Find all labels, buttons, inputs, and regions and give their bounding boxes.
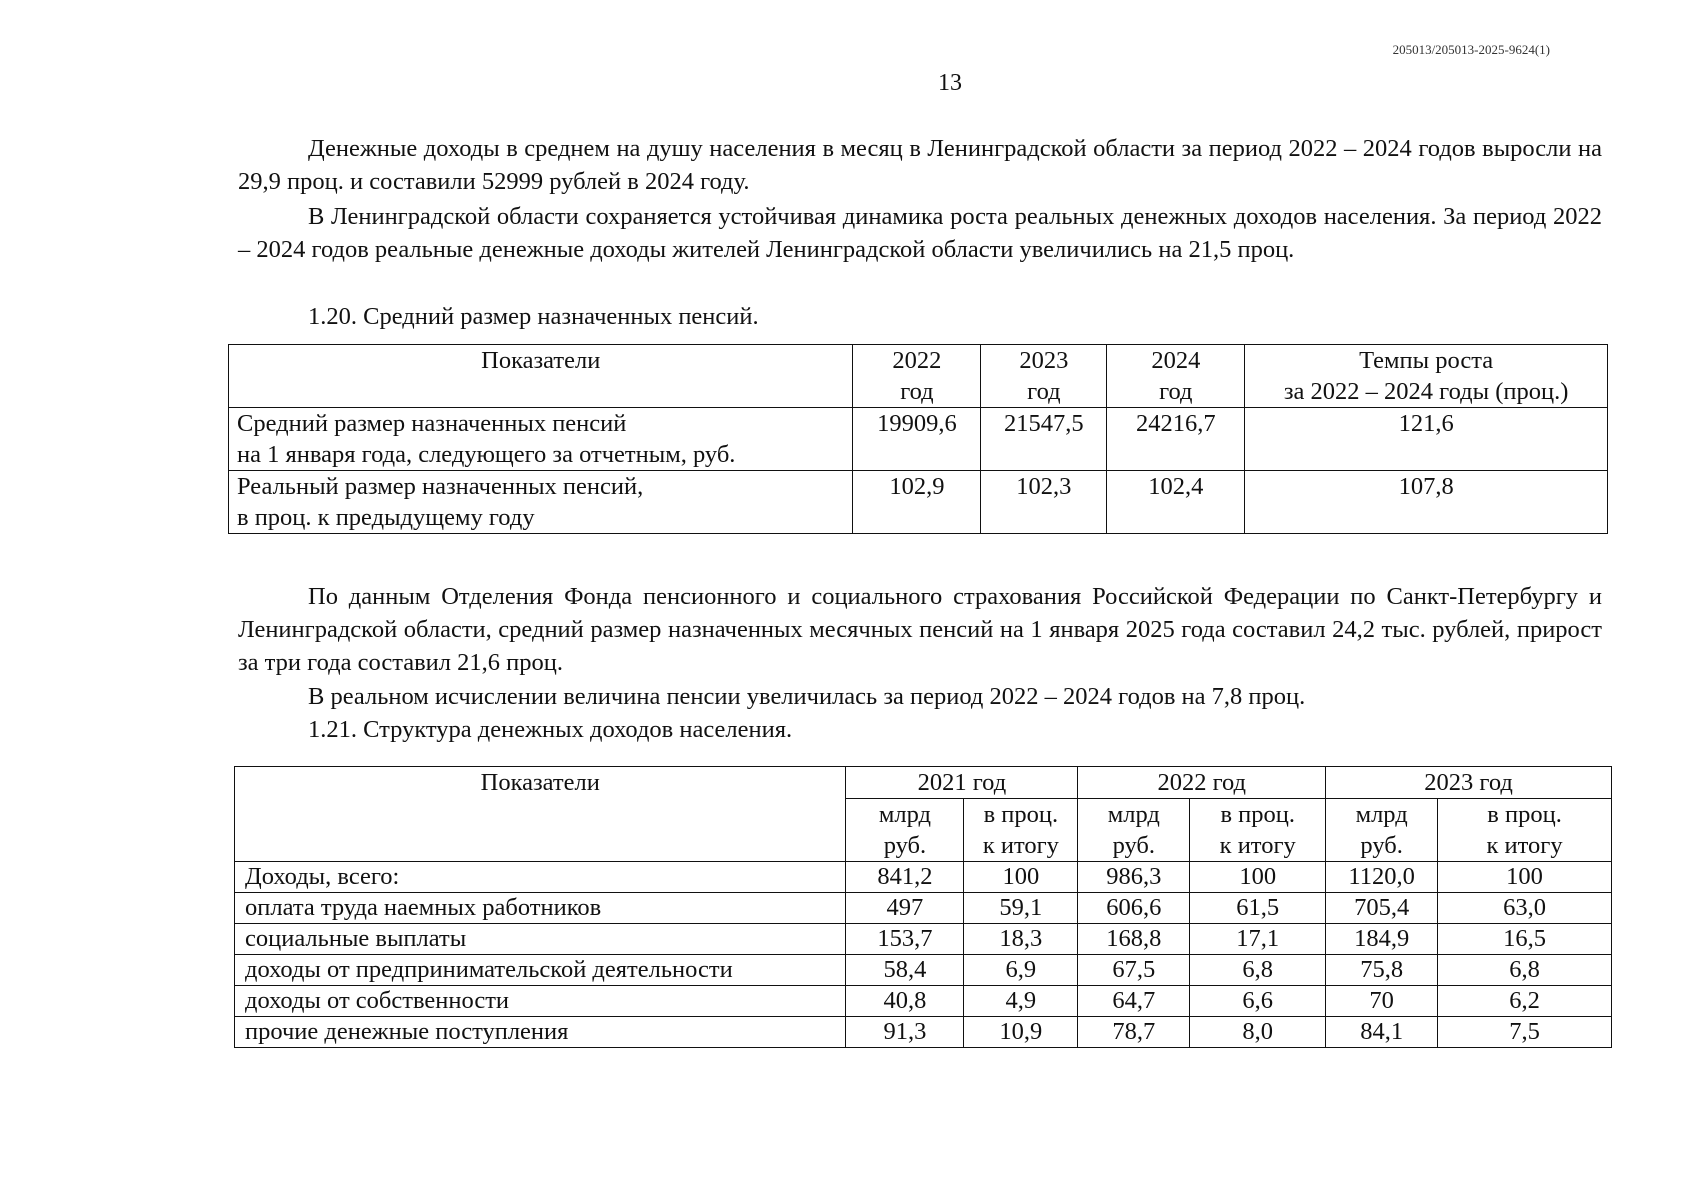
- cell-2022: 102,9: [853, 471, 981, 534]
- cell-p2021: 18,3: [964, 924, 1078, 955]
- cell-v2022: 78,7: [1078, 1017, 1190, 1048]
- header-growth-rate: Темпы роста за 2022 – 2024 годы (проц.): [1245, 345, 1608, 408]
- cell-p2022: 17,1: [1190, 924, 1326, 955]
- header-year-2021: 2021 год: [846, 767, 1078, 799]
- header-year-2023: 2023 год: [1326, 767, 1612, 799]
- cell-v2022: 606,6: [1078, 893, 1190, 924]
- table-header-row: [235, 767, 1612, 799]
- document-number: 205013/205013-2025-9624(1): [1392, 42, 1550, 57]
- cell-p2021: 4,9: [964, 986, 1078, 1017]
- cell-v2021: 58,4: [846, 955, 964, 986]
- row-label: оплата труда наемных работников: [235, 893, 846, 924]
- row-label: социальные выплаты: [235, 924, 846, 955]
- cell-p2022: 61,5: [1190, 893, 1326, 924]
- cell-2022: 19909,6: [853, 408, 981, 471]
- row-label: Доходы, всего:: [235, 862, 846, 893]
- income-structure-table: [234, 766, 1612, 1048]
- paragraph-income-per-capita: Денежные доходы в среднем на душу населения в месяц в Ленинградской области за период 2022 – 2024 годов выросли на 29,9 проц. и составили 52999 рублей в 2024 году.: [238, 135, 1602, 195]
- cell-p2023: 6,2: [1438, 986, 1612, 1017]
- cell-2023: 21547,5: [981, 408, 1107, 471]
- header-indicator: Показатели: [229, 345, 853, 408]
- row-label: Средний размер назначенных пенсий на 1 января года, следующего за отчетным, руб.: [229, 408, 853, 471]
- cell-v2023: 1120,0: [1326, 862, 1438, 893]
- cell-p2023: 63,0: [1438, 893, 1612, 924]
- table-row: [235, 893, 1612, 924]
- subheader-bln-rub: млрд руб.: [1326, 799, 1438, 862]
- header-indicator: Показатели: [235, 767, 846, 862]
- cell-v2022: 168,8: [1078, 924, 1190, 955]
- cell-2023: 102,3: [981, 471, 1107, 534]
- cell-growth: 107,8: [1245, 471, 1608, 534]
- section-heading-income-structure: 1.21. Структура денежных доходов населения.: [308, 716, 793, 743]
- header-year-2023: 2023 год: [981, 345, 1107, 408]
- cell-2024: 102,4: [1107, 471, 1245, 534]
- cell-v2021: 153,7: [846, 924, 964, 955]
- table-row: [235, 1017, 1612, 1048]
- cell-p2023: 16,5: [1438, 924, 1612, 955]
- cell-p2021: 6,9: [964, 955, 1078, 986]
- cell-p2021: 59,1: [964, 893, 1078, 924]
- cell-p2022: 6,6: [1190, 986, 1326, 1017]
- cell-v2023: 84,1: [1326, 1017, 1438, 1048]
- cell-2024: 24216,7: [1107, 408, 1245, 471]
- cell-p2023: 100: [1438, 862, 1612, 893]
- cell-p2023: 7,5: [1438, 1017, 1612, 1048]
- table-row: [229, 408, 1608, 471]
- header-year-2022: 2022 год: [1078, 767, 1326, 799]
- table-row: [229, 471, 1608, 534]
- cell-v2022: 986,3: [1078, 862, 1190, 893]
- cell-p2022: 8,0: [1190, 1017, 1326, 1048]
- cell-v2022: 64,7: [1078, 986, 1190, 1017]
- cell-p2023: 6,8: [1438, 955, 1612, 986]
- cell-p2021: 10,9: [964, 1017, 1078, 1048]
- table-row: [235, 862, 1612, 893]
- subheader-bln-rub: млрд руб.: [1078, 799, 1190, 862]
- subheader-percent-total: в проц. к итогу: [964, 799, 1078, 862]
- cell-v2021: 497: [846, 893, 964, 924]
- header-year-2022: 2022 год: [853, 345, 981, 408]
- cell-p2022: 100: [1190, 862, 1326, 893]
- cell-p2022: 6,8: [1190, 955, 1326, 986]
- pensions-table: [228, 344, 1608, 534]
- row-label: Реальный размер назначенных пенсий, в проц. к предыдущему году: [229, 471, 853, 534]
- cell-v2023: 70: [1326, 986, 1438, 1017]
- section-heading-pensions: 1.20. Средний размер назначенных пенсий.: [308, 303, 759, 330]
- table-header-row: [229, 345, 1608, 408]
- cell-v2023: 705,4: [1326, 893, 1438, 924]
- paragraph-real-income: В Ленинградской области сохраняется устойчивая динамика роста реальных денежных доходов населения. За период 2022 – 2024 годов реальные денежные доходы жителей Ленинградской области увеличились на 21,5 проц.: [238, 203, 1602, 263]
- subheader-percent-total: в проц. к итогу: [1438, 799, 1612, 862]
- paragraph-real-pension: В реальном исчислении величина пенсии увеличилась за период 2022 – 2024 годов на 7,8 проц.: [308, 683, 1306, 710]
- cell-v2021: 91,3: [846, 1017, 964, 1048]
- paragraph-pension-fund: По данным Отделения Фонда пенсионного и социального страхования Российской Федерации по Санкт-Петербургу и Ленинградской области, средний размер назначенных месячных пенсий на 1 января 2025 года составил 24,2 тыс. рублей, прирост за три года составил 21,6 проц.: [238, 583, 1602, 676]
- cell-v2023: 184,9: [1326, 924, 1438, 955]
- subheader-percent-total: в проц. к итогу: [1190, 799, 1326, 862]
- cell-p2021: 100: [964, 862, 1078, 893]
- page-number: 13: [938, 70, 962, 96]
- cell-v2021: 40,8: [846, 986, 964, 1017]
- cell-v2021: 841,2: [846, 862, 964, 893]
- table-row: [235, 924, 1612, 955]
- row-label: доходы от предпринимательской деятельности: [235, 955, 846, 986]
- header-year-2024: 2024 год: [1107, 345, 1245, 408]
- subheader-bln-rub: млрд руб.: [846, 799, 964, 862]
- cell-v2023: 75,8: [1326, 955, 1438, 986]
- row-label: прочие денежные поступления: [235, 1017, 846, 1048]
- cell-v2022: 67,5: [1078, 955, 1190, 986]
- row-label: доходы от собственности: [235, 986, 846, 1017]
- table-row: [235, 986, 1612, 1017]
- table-row: [235, 955, 1612, 986]
- cell-growth: 121,6: [1245, 408, 1608, 471]
